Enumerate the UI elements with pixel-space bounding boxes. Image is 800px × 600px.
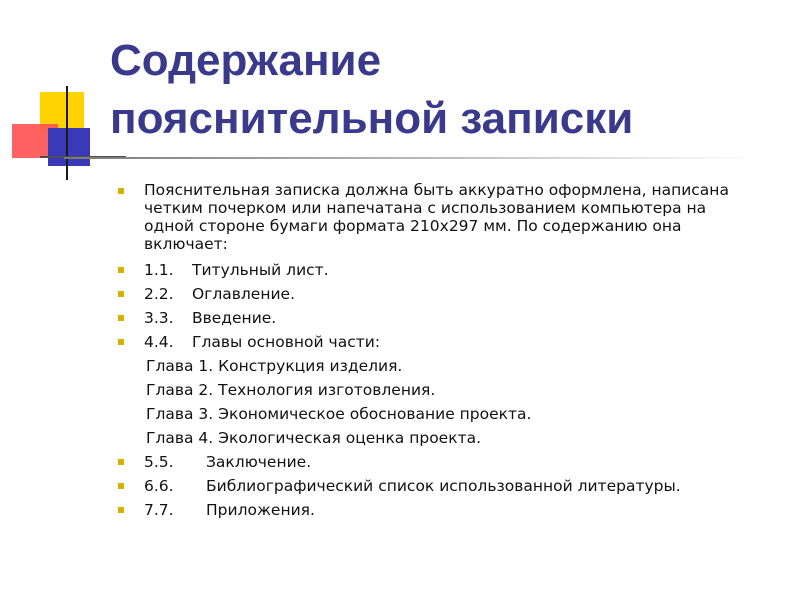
bullet-icon: [118, 339, 124, 345]
item-text: Оглавление.: [192, 285, 295, 303]
chapter-line: [118, 428, 758, 448]
bullet-icon: [118, 483, 124, 489]
list-item: [118, 308, 758, 328]
bullet-icon: [118, 459, 124, 465]
slide-title: [110, 32, 770, 148]
bullet-icon: [118, 507, 124, 513]
item-text: Заключение.: [206, 453, 312, 471]
chapter-text: Глава 2. Технология изготовления.: [146, 381, 436, 399]
item-number: 5.5.: [144, 453, 174, 471]
chapter-line: [118, 404, 758, 424]
chapter-line: [118, 356, 758, 376]
list-item: [118, 260, 758, 280]
item-text: Главы основной части:: [192, 333, 381, 351]
item-number: 3.3.: [144, 309, 174, 327]
title-divider: [64, 157, 760, 159]
item-number: 2.2.: [144, 285, 174, 303]
decorative-emblem: [0, 0, 120, 190]
item-text: Введение.: [192, 309, 277, 327]
chapter-text: Глава 1. Конструкция изделия.: [146, 357, 403, 375]
list-item: [118, 332, 758, 352]
chapter-text: Глава 4. Экологическая оценка проекта.: [146, 429, 482, 447]
slide-title-line-2: пояснительной записки: [110, 94, 634, 143]
bullet-icon: [118, 315, 124, 321]
intro-text: Пояснительная записка должна быть аккуратно оформлена, написана четким почерком или напечатана с использованием компьютера на одной стороне бумаги формата 210х297 мм. По содержанию она включает:: [144, 181, 729, 253]
item-text: Библиографический список использованной литературы.: [206, 477, 681, 495]
vertical-line-decoration: [66, 86, 68, 180]
list-item: [118, 500, 758, 520]
slide-title-line-1: Содержание: [110, 36, 382, 85]
list-item: [118, 452, 758, 472]
slide-body: [118, 181, 758, 524]
list-item: [118, 284, 758, 304]
list-item: [118, 476, 758, 496]
item-number: 6.6.: [144, 477, 174, 495]
bullet-icon: [118, 291, 124, 297]
item-number: 4.4.: [144, 333, 174, 351]
blue-square-decoration: [48, 128, 90, 166]
bullet-icon: [118, 188, 124, 194]
item-text: Титульный лист.: [192, 261, 329, 279]
item-text: Приложения.: [206, 501, 315, 519]
item-number: 1.1.: [144, 261, 174, 279]
chapter-text: Глава 3. Экономическое обоснование проекта.: [146, 405, 532, 423]
bullet-icon: [118, 267, 124, 273]
list-item-intro: [118, 181, 758, 253]
item-number: 7.7.: [144, 501, 174, 519]
chapter-line: [118, 380, 758, 400]
